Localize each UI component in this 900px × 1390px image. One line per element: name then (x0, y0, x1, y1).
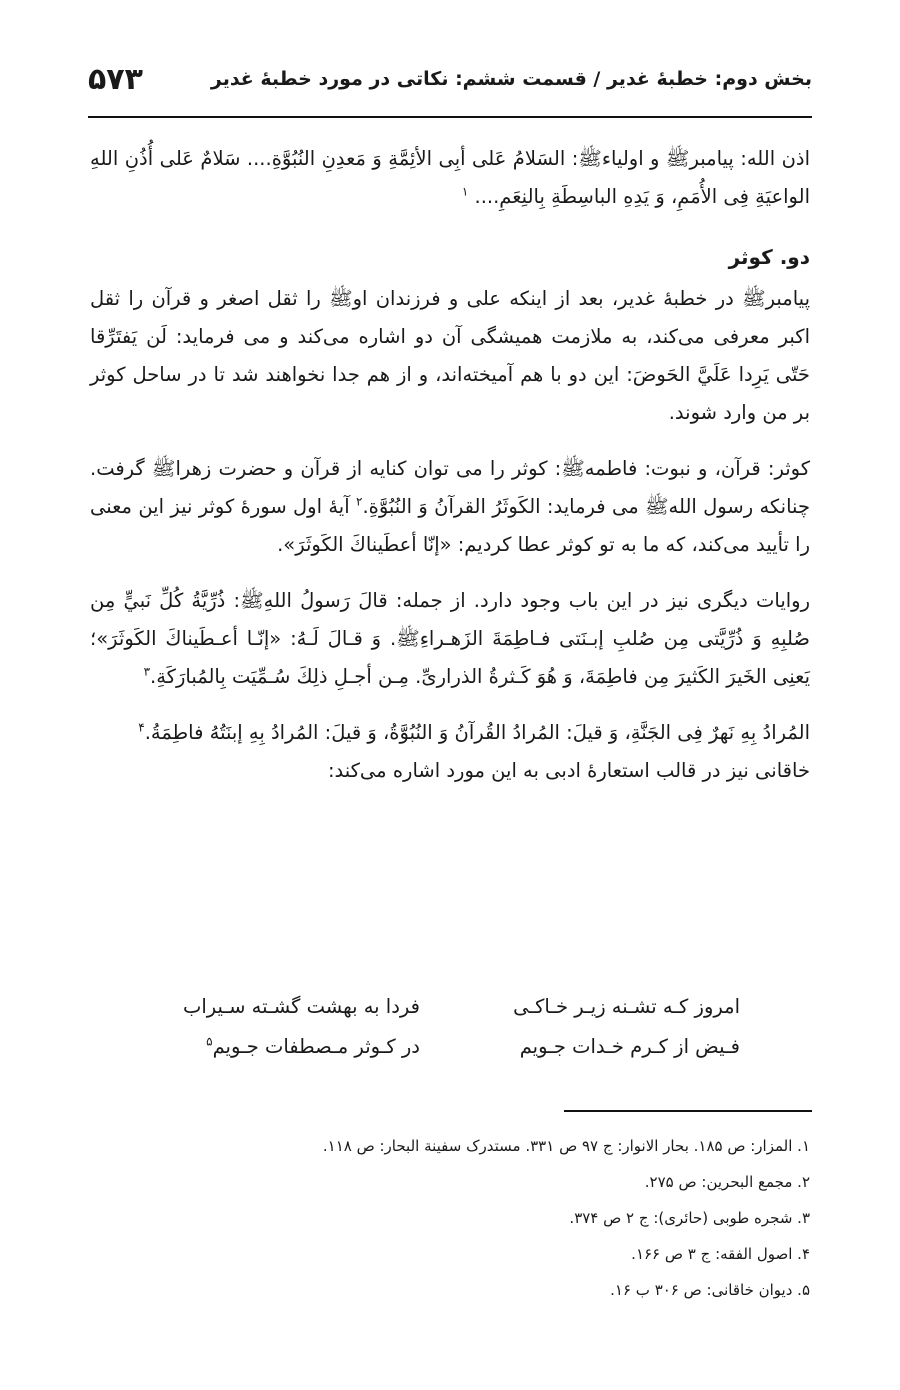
footnote: ۳. شجره طوبی (حائری): ج ۲ ص ۳۷۴. (569, 1209, 810, 1227)
hemistich: فـیض از کـرم خـدات جـویم (519, 1035, 740, 1058)
verse (90, 995, 810, 1035)
paragraph: پیامبرﷺ در خطبهٔ غدیر، بعد از اینکه علی و فرزندان اوﷺ را ثقل اصغر و قرآن را ثقل اکبر معرفی می‌کند، به ملازمت همیشگی آن دو اشاره می‌کند و می فرماید: لَن يَفتَرِّقا حَتّى يَرِدا عَلَيَّ الحَوضَ: این دو با هم آمیخته‌اند، و از هم جدا نخواهند شد تا در ساحل کوثر بر من وارد شوند. (90, 287, 810, 424)
intro-text: اذن الله: پیامبرﷺ و اولیاءﷺ: السَلامُ عَلى أبِى الأئِمَّةِ وَ مَعدِنِ النُبُوَّةِ.... سَلامٌ عَلى أُذُنِ اللهِ الواعيَةِ فِى الأُمَمِ، وَ يَدِهِ الباسِطَةِ بِالنِعَمِ.... (90, 147, 810, 208)
footnote: ۱. المزار: ص ۱۸۵. بحار الانوار: ج ۹۷ ص ۳۳۱. مستدرک سفینة البحار: ص ۱۱۸. (322, 1137, 810, 1155)
footnote-mark: ۴ (138, 720, 145, 735)
paragraph (90, 582, 810, 696)
footnote-mark: ۲ (355, 494, 363, 509)
header-title: بخش دوم: خطبهٔ غدیر / قسمت ششم: نکاتی در مورد خطبهٔ غدیر (210, 68, 812, 90)
footnote: ۵. دیوان خاقانی: ص ۳۰۶ ب ۱۶. (610, 1281, 810, 1299)
page-number: ۵۷۳ (88, 62, 143, 97)
footnote-mark: ۵ (206, 1034, 213, 1049)
paragraph-text: خاقانی نیز در قالب استعارهٔ ادبی به این مورد اشاره می‌کند: (327, 759, 810, 782)
footnote: ۲. مجمع البحرین: ص ۲۷۵. (644, 1173, 810, 1191)
paragraph-text: روایات دیگری نیز در این باب وجود دارد. از جمله: قالَ رَسولُ اللهِﷺ: ذُرِّيَّةُ كُلِّ نَبيٍّ مِن صُلبِهِ وَ ذُرِّيَّتى مِن صُلبِ إبـنَتى فـاطِمَةَ الزَهـراءِﷺ. وَ قـالَ لَـهُ: «إنّـا أعـطَيناكَ الكَوثَرَ»؛ يَعنِى الخَيرَ الكَثيرَ مِن فاطِمَةَ، وَ هُوَ كَـثرةُ الذرارىِّ. مِـن أجـلِ ذلِكَ سُـمِّيَت بِالمُبارَكَةِ. (90, 589, 810, 688)
hemistich (206, 1035, 420, 1058)
hemistich: فردا به بهشت گشـته سـیراب (182, 995, 420, 1018)
paragraph-text: آیهٔ اول سورهٔ کوثر نیز این معنی را تأیید می‌کند، که ما به تو کوثر عطا کردیم: «إنّا أعطَيناكَ الكَوثَرَ». (90, 495, 810, 556)
footnote-rule (564, 1110, 812, 1112)
footnotes (90, 1128, 810, 1308)
hemistich-text: در کـوثر مـصطفات جـویم (212, 1035, 420, 1058)
poem (90, 995, 810, 1083)
section-heading: دو. کوثر (728, 245, 810, 269)
intro-paragraph (90, 140, 810, 216)
footnote-mark: ۱ (461, 184, 469, 199)
verse (90, 1035, 810, 1075)
running-header (88, 62, 812, 112)
paragraph-text: المُرادُ بِهِ نَهرٌ فِى الجَنَّةِ، وَ قيلَ: المُرادُ القُرآنُ وَ النُبُوَّةُ، وَ قيلَ: المُرادُ بِهِ إبنَتُهُ فاطِمَةُ. (144, 721, 810, 744)
paragraph (90, 714, 810, 790)
footnote: ۴. اصول الفقه: ج ۳ ص ۱۶۶. (631, 1245, 810, 1263)
paragraph (90, 450, 810, 564)
paragraph-text: کوثر: قرآن، و نبوت: فاطمهﷺ: کوثر را می توان کنایه از قرآن و حضرت زهراﷺ گرفت. چنانکه رسول اللهﷺ می فرماید: الكَوثَرُ القرآنُ وَ النُبُوَّةِ. (90, 457, 810, 518)
main-text (90, 140, 810, 790)
header-rule (88, 116, 812, 118)
footnote-mark: ۳ (143, 664, 151, 679)
hemistich: امروز کـه تشـنه زیـر خـاکـی (513, 995, 740, 1018)
